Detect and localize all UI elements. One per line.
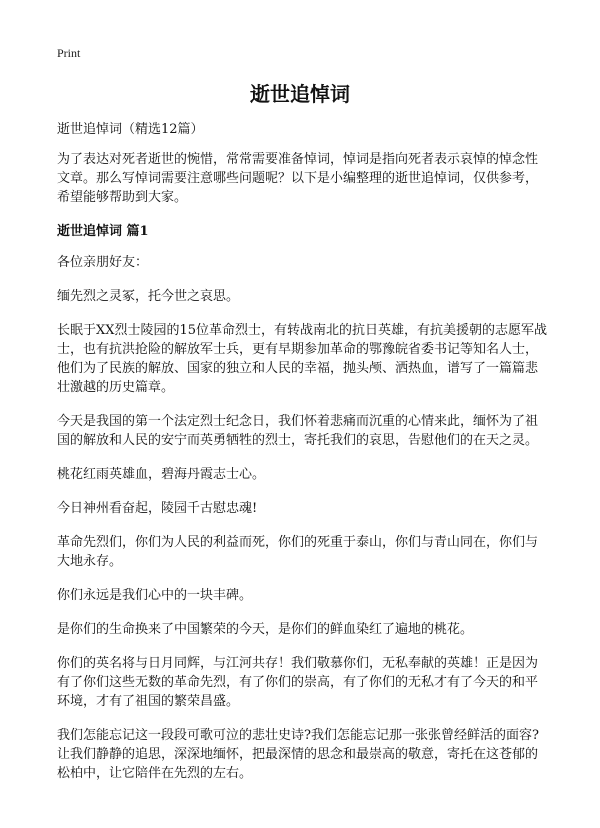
paragraph: 革命先烈们，你们为人民的利益而死，你们的死重于泰山，你们与青山同在，你们与大地永存。 <box>57 535 539 569</box>
document-title: 逝世追悼词 <box>250 82 350 106</box>
paragraph: 你们的英名将与日月同辉，与江河共存！我们敬慕你们，无私奉献的英雄！正是因为有了你们这些无数的革命先烈，有了你们的崇高，有了你们的无私才有了今天的和平环境，才有了祖国的繁荣昌盛。 <box>57 656 539 709</box>
paragraph: 我们怎能忘记这一段段可歌可泣的悲壮史诗?我们怎能忘记那一张张曾经鲜活的面容?让我们静静的追思，深深地缅怀，把最深情的思念和最崇高的敬意，寄托在这苍郁的松柏中，让它陪伴在先烈的左右。 <box>57 728 539 781</box>
paragraph: 各位亲朋好友： <box>57 255 149 270</box>
paragraph: 长眠于XX烈士陵园的15位革命烈士，有转战南北的抗日英雄，有抗美援朝的志愿军战士，也有抗洪抢险的解放军士兵，更有早期参加革命的鄂豫皖省委书记等知名人士，他们为了民族的解放、国家的独立和人民的幸福，抛头颅、洒热血，谱写了一篇篇悲壮激越的历史篇章。 <box>57 323 548 395</box>
section-heading: 逝世追悼词 篇1 <box>57 224 149 239</box>
paragraph: 是你们的生命换来了中国繁荣的今天，是你们的鲜血染红了遍地的桃花。 <box>57 622 474 637</box>
document-subtitle: 逝世追悼词（精选12篇） <box>57 122 204 137</box>
paragraph: 缅先烈之灵冢，托今世之哀思。 <box>57 289 240 304</box>
paragraph: 桃花红雨英雄血，碧海丹霞志士心。 <box>57 467 266 482</box>
print-link[interactable]: Print <box>57 46 81 60</box>
paragraph: 你们永远是我们心中的一块丰碑。 <box>57 588 253 603</box>
paragraph: 今日神州看奋起，陵园千古慰忠魂! <box>57 501 258 516</box>
intro-paragraph: 为了表达对死者逝世的惋惜，常常需要准备悼词，悼词是指向死者表示哀悼的悼念性文章。那么写悼词需要注意哪些问题呢？以下是小编整理的逝世追悼词，仅供参考，希望能够帮助到大家。 <box>57 152 539 205</box>
document-body <box>57 120 549 798</box>
paragraph: 今天是我国的第一个法定烈士纪念日，我们怀着悲痛而沉重的心情来此，缅怀为了祖国的解放和人民的安宁而英勇牺牲的烈士，寄托我们的哀思，告慰他们的在天之灵。 <box>57 414 539 448</box>
